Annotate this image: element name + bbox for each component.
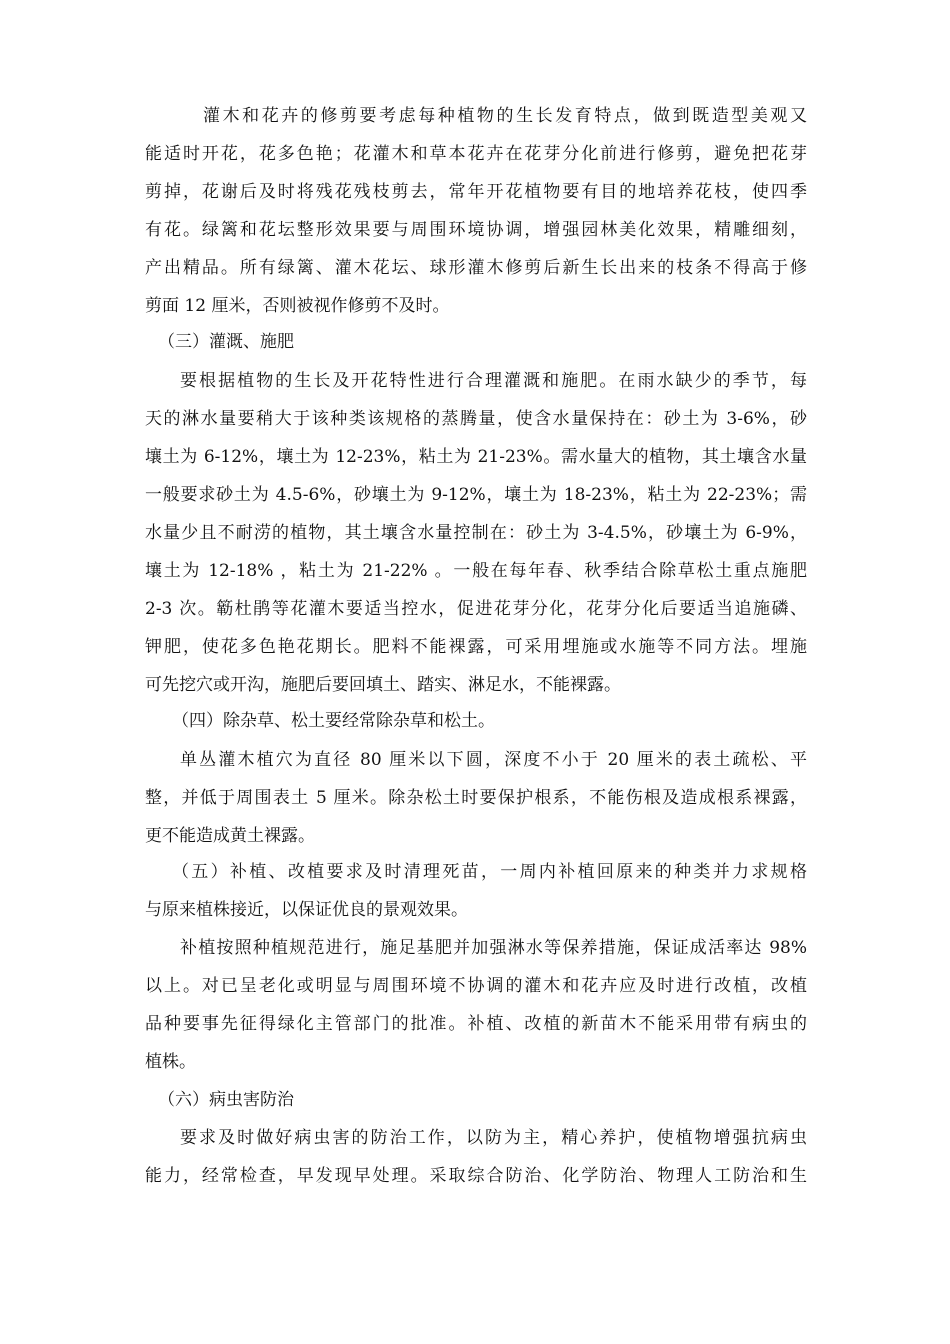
paragraph-line: 2-3 次。簕杜鹃等花灌木要适当控水，促进花芽分化，花芽分化后要适当追施磷、 (145, 599, 807, 619)
paragraph-line: 壤土为 12-18% ，粘土为 21-22% 。一般在每年春、秋季结合除草松土重点施肥 (145, 561, 807, 581)
paragraph-line: 钾肥，使花多色艳花期长。肥料不能裸露，可采用埋施或水施等不同方法。埋施 (145, 637, 807, 657)
paragraph-line: 整，并低于周围表土 5 厘米。除杂松土时要保护根系，不能伤根及造成根系裸露， (145, 788, 807, 808)
paragraph-line: 补植按照种植规范进行，施足基肥并加强淋水等保养措施，保证成活率达 98% (180, 938, 807, 958)
paragraph-line: 壤土为 6-12%，壤土为 12-23%，粘土为 21-23%。需水量大的植物，其土壤含水量 (145, 447, 807, 467)
paragraph-line: 单丛灌木植穴为直径 80 厘米以下圆，深度不小于 20 厘米的表土疏松、平 (180, 750, 807, 770)
section-heading: （五）补植、改植要求及时清理死苗，一周内补植回原来的种类并力求规格 (172, 862, 807, 882)
section-heading: （六）病虫害防治 (158, 1090, 294, 1110)
paragraph-line: 能力，经常检查，早发现早处理。采取综合防治、化学防治、物理人工防治和生 (145, 1166, 807, 1186)
paragraph-line: 产出精品。所有绿篱、灌木花坛、球形灌木修剪后新生长出来的枝条不得高于修 (145, 258, 807, 278)
paragraph-line: 剪面 12 厘米，否则被视作修剪不及时。 (145, 296, 450, 316)
paragraph-line: 更不能造成黄土裸露。 (145, 826, 315, 846)
paragraph-line: 以上。对已呈老化或明显与周围环境不协调的灌木和花卉应及时进行改植，改植 (145, 976, 807, 996)
section-heading: （三）灌溉、施肥 (158, 332, 294, 352)
paragraph-line: 植株。 (145, 1052, 196, 1072)
paragraph-line: 品种要事先征得绿化主管部门的批准。补植、改植的新苗木不能采用带有病虫的 (145, 1014, 807, 1034)
paragraph-line: 能适时开花，花多色艳；花灌木和草本花卉在花芽分化前进行修剪，避免把花芽 (145, 144, 807, 164)
paragraph-line: 要根据植物的生长及开花特性进行合理灌溉和施肥。在雨水缺少的季节，每 (180, 371, 807, 391)
paragraph-line: 灌木和花卉的修剪要考虑每种植物的生长发育特点，做到既造型美观又 (203, 106, 807, 126)
section-heading: （四）除杂草、松土要经常除杂草和松土。 (172, 711, 495, 731)
paragraph-line: 水量少且不耐涝的植物，其土壤含水量控制在：砂土为 3-4.5%，砂壤土为 6-9%， (145, 523, 807, 543)
paragraph-line: 剪掉，花谢后及时将残花残枝剪去，常年开花植物要有目的地培养花枝，使四季 (145, 182, 807, 202)
paragraph-line: 与原来植株接近，以保证优良的景观效果。 (145, 900, 468, 920)
paragraph-line: 要求及时做好病虫害的防治工作，以防为主，精心养护，使植物增强抗病虫 (180, 1128, 807, 1148)
paragraph-line: 有花。绿篱和花坛整形效果要与周围环境协调，增强园林美化效果，精雕细刻， (145, 220, 807, 240)
paragraph-line: 天的淋水量要稍大于该种类该规格的蒸腾量，使含水量保持在：砂土为 3-6%，砂 (145, 409, 807, 429)
paragraph-line: 可先挖穴或开沟，施肥后要回填土、踏实、淋足水，不能裸露。 (145, 675, 621, 695)
paragraph-line: 一般要求砂土为 4.5-6%，砂壤土为 9-12%，壤土为 18-23%，粘土为 22-23%；需 (145, 485, 807, 505)
